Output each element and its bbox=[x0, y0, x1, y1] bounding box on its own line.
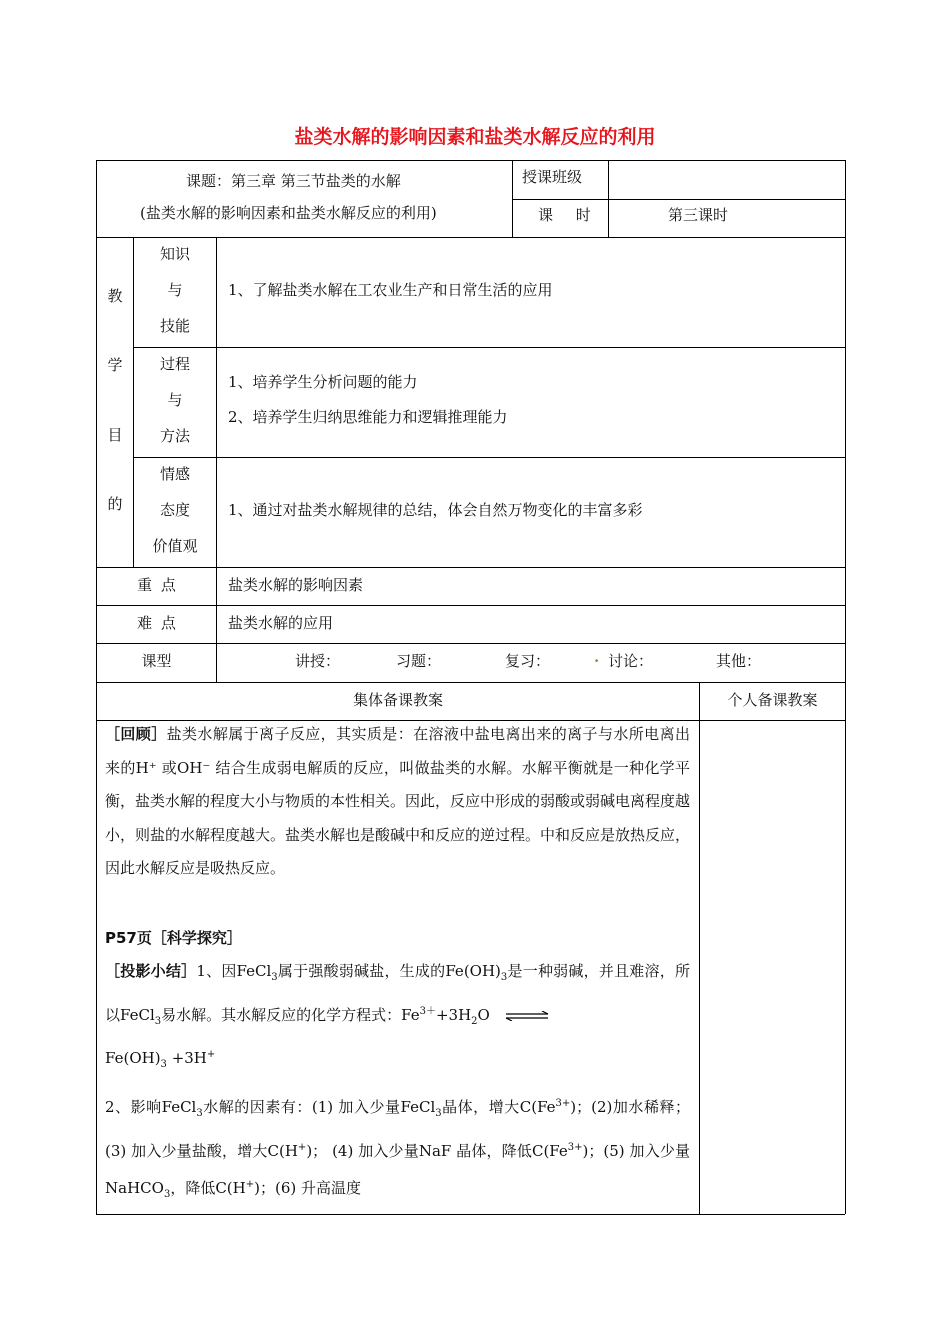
knowledge-item-1: 1、了解盐类水解在工农业生产和日常生活的应用 bbox=[228, 281, 553, 299]
lesson-type-lecture: 讲授： bbox=[295, 652, 341, 670]
summary-paragraph: ［投影小结］1、因FeCl$_3$属于强酸弱碱盐，生成的$Fe(OH)_3$是一种弱碱，并且难溶，所以FeCl$_3$易水解。其水解反应的化学方程式：$Fe^{3+}+3H_2O$ $Fe(OH)_3 +3H^+$ bbox=[105, 962, 690, 1070]
period-value: 第三课时 bbox=[668, 206, 729, 224]
lesson-type-label: 课型 bbox=[141, 652, 172, 670]
course-topic: 课题：第三章 第三节盐类的水解 bbox=[186, 172, 401, 190]
lesson-type-other: 其他： bbox=[716, 652, 762, 670]
objectives-side-1: 教 bbox=[107, 287, 123, 305]
class-label: 授课班级 bbox=[522, 168, 583, 186]
process-label-1: 过程 bbox=[159, 355, 190, 373]
emotion-label-1: 情感 bbox=[159, 465, 190, 483]
knowledge-label-2: 与 bbox=[167, 281, 183, 299]
key-point-value: 盐类水解的影响因素 bbox=[228, 576, 364, 594]
marker-dot: . bbox=[594, 648, 600, 666]
review-tag: ［回顾］ bbox=[105, 725, 167, 743]
emotion-label-3: 价值观 bbox=[152, 537, 198, 555]
page-title: 盐类水解的影响因素和盐类水解反应的利用 bbox=[294, 126, 656, 148]
lesson-type-review: 复习： bbox=[505, 652, 551, 670]
emotion-item-1: 1、通过对盐类水解规律的总结，体会自然万物变化的丰富多彩 bbox=[228, 501, 643, 519]
key-point-label: 重 点 bbox=[137, 576, 176, 594]
difficulty-value: 盐类水解的应用 bbox=[228, 614, 334, 632]
lesson-type-exercise: 习题： bbox=[396, 652, 442, 670]
process-label-2: 与 bbox=[167, 391, 183, 409]
group-plan-header: 集体备课教案 bbox=[352, 691, 443, 709]
review-paragraph bbox=[105, 718, 690, 886]
objectives-side-3: 目 bbox=[107, 426, 123, 444]
lesson-type-discussion: 讨论： bbox=[608, 652, 654, 670]
process-item-1: 1、培养学生分析问题的能力 bbox=[228, 373, 418, 391]
personal-plan-header: 个人备课教案 bbox=[727, 691, 818, 709]
summary-tag: ［投影小结］ bbox=[105, 962, 197, 980]
knowledge-label-1: 知识 bbox=[159, 245, 190, 263]
process-label-3: 方法 bbox=[159, 427, 190, 445]
objectives-side-4: 的 bbox=[107, 495, 123, 513]
review-text: 盐类水解属于离子反应，其实质是：在溶液中盐电离出来的离子与水所电离出来的H⁺ 或OH⁻ 结合生成弱电解质的反应，叫做盐类的水解。水解平衡就是一种化学平衡，盐类水解的程度大小与物质的本性相关。因此，反应中形成的弱酸或弱碱电离程度越小，则盐的水解程度越大。盐类水解也是酸碱中和反应的逆过程。中和反应是放热反应，因此水解反应是吸热反应。 bbox=[105, 725, 691, 877]
difficulty-label: 难 点 bbox=[137, 614, 176, 632]
emotion-label-2: 态度 bbox=[159, 501, 190, 519]
factors-paragraph: 2、影响FeCl$_3$水解的因素有：(1) 加入少量FeCl$_3$晶体，增大$C(Fe^{3+})$；(2)加水稀释；(3) 加入少量盐酸，增大C(H+)； (4) 加入少量NaF 晶体，降低$C(Fe^{3+})$；(5) 加入少量NaHCO$_3$，降低C(H+)；(6) 升高温度 bbox=[105, 1098, 690, 1200]
knowledge-label-3: 技能 bbox=[159, 317, 190, 335]
period-label: 课 时 bbox=[538, 206, 591, 224]
equilibrium-arrow-icon bbox=[504, 1011, 550, 1021]
course-subtitle: (盐类水解的影响因素和盐类水解反应的利用) bbox=[140, 204, 437, 222]
objectives-side-2: 学 bbox=[107, 356, 123, 374]
process-item-2: 2、培养学生归纳思维能力和逻辑推理能力 bbox=[228, 408, 508, 426]
section-heading: P57页［科学探究］ bbox=[105, 929, 242, 947]
